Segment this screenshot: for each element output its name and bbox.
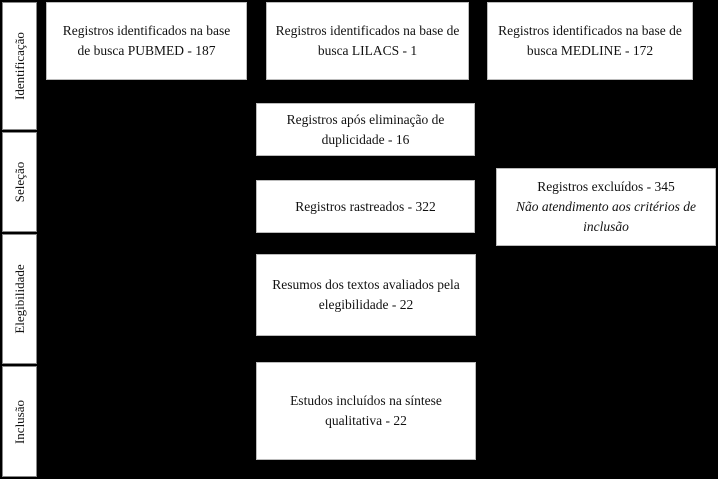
box-screened-text: Registros rastreados - 322 (295, 198, 436, 214)
stage-identificacao (2, 2, 37, 130)
box-excluded (496, 168, 716, 246)
stage-selecao (2, 132, 37, 232)
box-lilacs-text: Registros identificados na base de busca LILACS - 1 (275, 23, 460, 58)
box-pubmed-text: Registros identificados na base de busca PUBMED - 187 (62, 23, 231, 58)
stage-elegibilidade-label: Elegibilidade (11, 264, 27, 334)
stage-identificacao-label: Identificação (11, 32, 27, 100)
box-excluded-reason: Não atendimento aos critérios de inclusão (516, 199, 696, 234)
box-excluded-count: Registros excluídos - 345 (537, 179, 675, 194)
stage-elegibilidade (2, 234, 37, 364)
box-assessed (256, 254, 476, 336)
box-pubmed (46, 2, 247, 80)
box-assessed-text: Resumos dos textos avaliados pela elegibilidade - 22 (272, 277, 460, 312)
stage-inclusao-label: Inclusão (11, 399, 27, 444)
box-medline-text: Registros identificados na base de busca MEDLINE - 172 (498, 23, 682, 58)
box-included (256, 362, 476, 460)
box-duplicates-text: Registros após eliminação de duplicidade - 16 (286, 111, 445, 147)
box-included-text: Estudos incluídos na síntese qualitativa - 22 (290, 393, 442, 428)
box-screened (256, 180, 475, 233)
stage-selecao-label: Seleção (11, 161, 27, 203)
box-medline (487, 2, 693, 80)
box-duplicates (256, 103, 475, 156)
stage-inclusao (2, 366, 37, 477)
box-lilacs (266, 2, 469, 80)
